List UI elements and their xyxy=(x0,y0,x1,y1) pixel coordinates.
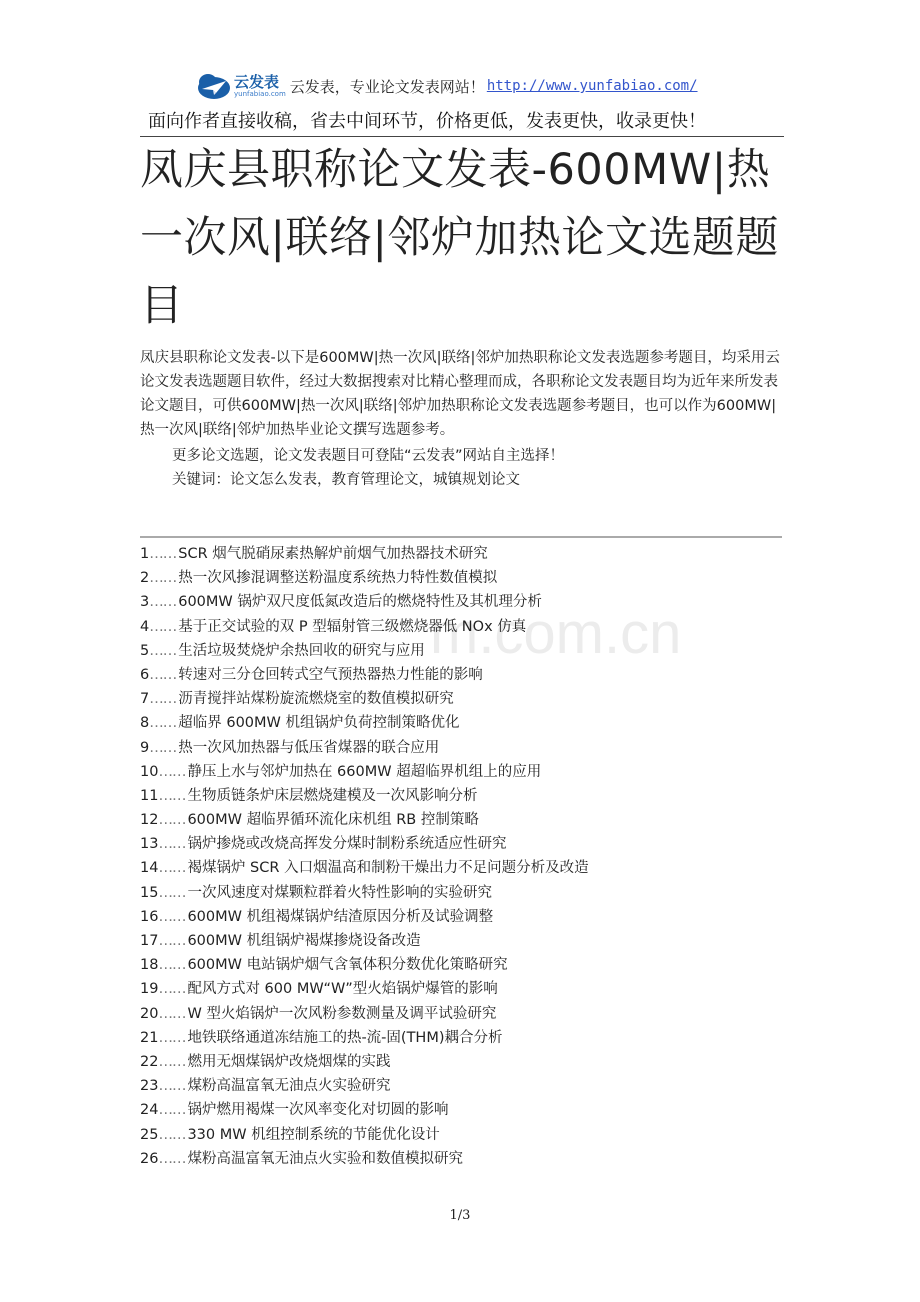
site-url-link[interactable]: http://www.yunfabiao.com/ xyxy=(486,78,698,94)
topic-item xyxy=(140,663,790,687)
topic-number: 6 xyxy=(140,666,150,683)
topic-text: 600MW 超临界循环流化床机组 RB 控制策略 xyxy=(187,812,479,829)
topic-text: 沥青搅拌站煤粉旋流燃烧室的数值模拟研究 xyxy=(178,691,454,708)
topic-item xyxy=(140,929,790,953)
topic-separator: …… xyxy=(158,763,186,780)
more-topics-note: 更多论文选题，论文发表题目可登陆“云发表”网站自主选择！ xyxy=(172,448,565,464)
topic-separator: …… xyxy=(149,715,177,732)
topic-item xyxy=(140,832,790,856)
topic-text: 燃用无烟煤锅炉改烧烟煤的实践 xyxy=(187,1053,391,1070)
topic-item xyxy=(140,1147,790,1171)
page-number: 1/3 xyxy=(449,1208,471,1223)
topic-text: 600MW 机组锅炉褐煤掺烧设备改造 xyxy=(187,933,421,949)
topic-number: 26 xyxy=(140,1150,159,1167)
topic-number: 11 xyxy=(140,787,159,804)
topic-separator: …… xyxy=(158,812,186,829)
topic-separator: …… xyxy=(158,981,186,998)
logo-text xyxy=(234,74,286,98)
site-logo[interactable] xyxy=(196,71,286,101)
topic-number: 15 xyxy=(140,884,159,901)
topic-item xyxy=(140,953,790,977)
topic-text: 超临界 600MW 机组锅炉负荷控制策略优化 xyxy=(178,715,460,732)
topic-separator: …… xyxy=(158,1126,186,1143)
topic-text: 生活垃圾焚烧炉余热回收的研究与应用 xyxy=(178,642,425,659)
topic-number: 9 xyxy=(140,739,150,756)
topic-separator: …… xyxy=(149,618,177,635)
topic-number: 16 xyxy=(140,908,159,925)
topic-number: 12 xyxy=(140,812,159,829)
topic-number: 5 xyxy=(140,642,150,659)
topic-item xyxy=(140,687,790,711)
topic-number: 2 xyxy=(140,570,150,587)
topic-item xyxy=(140,856,790,880)
topic-item xyxy=(140,1098,790,1122)
cloud-plane-icon xyxy=(196,71,232,101)
topic-separator: …… xyxy=(158,933,186,949)
topic-item xyxy=(140,542,790,566)
topic-item xyxy=(140,1074,790,1098)
topic-item xyxy=(140,615,790,639)
topic-item xyxy=(140,1002,790,1026)
topic-number: 3 xyxy=(140,594,150,611)
topic-text: 褐煤锅炉 SCR 入口烟温高和制粉干燥出力不足问题分析及改造 xyxy=(187,860,589,877)
topic-separator: …… xyxy=(158,1078,186,1095)
topic-number: 10 xyxy=(140,763,159,780)
topic-item xyxy=(140,711,790,735)
topic-separator: …… xyxy=(158,836,186,853)
topic-number: 22 xyxy=(140,1053,159,1070)
topic-separator: …… xyxy=(149,691,177,708)
topic-number: 24 xyxy=(140,1102,159,1119)
intro-paragraph: 凤庆县职称论文发表-以下是600MW|热一次风|联络|邻炉加热职称论文发表选题参考题目，均采用云论文发表选题题目软件，经过大数据搜索对比精心整理而成，各职称论文发表题目均为近年来所发表论文题目，可供600MW|热一次风|联络|邻炉加热职称论文发表选题参考题目，也可以作为600MW|热一次风|联络|邻炉加热毕业论文撰写选题参考。 xyxy=(140,350,780,438)
topic-text: 锅炉燃用褐煤一次风率变化对切圆的影响 xyxy=(187,1102,449,1119)
topic-item xyxy=(140,784,790,808)
topic-text: 基于正交试验的双 P 型辐射管三级燃烧器低 NOx 仿真 xyxy=(178,618,527,635)
topic-text: 锅炉掺烧或改烧高挥发分煤时制粉系统适应性研究 xyxy=(187,836,507,853)
topic-number: 7 xyxy=(140,691,150,708)
topic-text: 600MW 电站锅炉烟气含氧体积分数优化策略研究 xyxy=(187,957,508,974)
topic-text: 330 MW 机组控制系统的节能优化设计 xyxy=(187,1126,440,1143)
topic-separator: …… xyxy=(149,739,177,756)
topic-text: 热一次风加热器与低压省煤器的联合应用 xyxy=(178,739,440,756)
topic-text: 煤粉高温富氧无油点火实验研究 xyxy=(187,1078,391,1095)
topic-number: 17 xyxy=(140,933,159,949)
topic-number: 4 xyxy=(140,618,150,635)
topic-text: 地铁联络通道冻结施工的热-流-固(THM)耦合分析 xyxy=(187,1029,503,1046)
topic-text: 静压上水与邻炉加热在 660MW 超超临界机组上的应用 xyxy=(187,763,542,780)
topic-separator: …… xyxy=(158,1053,186,1070)
topic-text: SCR 烟气脱硝尿素热解炉前烟气加热器技术研究 xyxy=(178,546,488,562)
keywords-line: 关键词：论文怎么发表，教育管理论文，城镇规划论文 xyxy=(172,472,520,488)
topic-text: 配风方式对 600 MW“W”型火焰锅炉爆管的影响 xyxy=(187,981,498,998)
watermark: m.com.cn xyxy=(430,601,682,666)
topic-separator: …… xyxy=(149,594,177,611)
topic-number: 21 xyxy=(140,1029,159,1046)
site-subslogan: 面向作者直接收稿，省去中间环节，价格更低，发表更快，收录更快！ xyxy=(148,111,706,132)
topic-separator: …… xyxy=(158,1150,186,1167)
topic-number: 25 xyxy=(140,1126,159,1143)
topic-separator: …… xyxy=(158,1005,186,1022)
topic-separator: …… xyxy=(158,1102,186,1119)
topic-item xyxy=(140,760,790,784)
topic-text: W 型火焰锅炉一次风粉参数测量及调平试验研究 xyxy=(187,1005,497,1022)
topic-number: 14 xyxy=(140,860,159,877)
topic-number: 20 xyxy=(140,1005,159,1022)
topic-item xyxy=(140,1123,790,1147)
document-title: 凤庆县职称论文发表-600MW|热一次风|联络|邻炉加热论文选题题目 xyxy=(140,145,779,331)
topic-item xyxy=(140,808,790,832)
topic-number: 13 xyxy=(140,836,159,853)
topic-item xyxy=(140,881,790,905)
topic-separator: …… xyxy=(149,546,177,562)
topic-number: 18 xyxy=(140,957,159,974)
list-divider xyxy=(140,536,782,538)
topic-number: 1 xyxy=(140,546,150,562)
topic-item xyxy=(140,736,790,760)
topic-separator: …… xyxy=(158,1029,186,1046)
topic-separator: …… xyxy=(158,860,186,877)
header-top-row xyxy=(140,66,784,106)
topic-list xyxy=(140,542,790,1171)
topic-separator: …… xyxy=(149,666,177,683)
topic-item xyxy=(140,1050,790,1074)
topic-text: 转速对三分仓回转式空气预热器热力性能的影响 xyxy=(178,666,483,683)
topic-number: 23 xyxy=(140,1078,159,1095)
topic-separator: …… xyxy=(149,570,177,587)
topic-separator: …… xyxy=(158,908,186,925)
topic-text: 600MW 锅炉双尺度低氮改造后的燃烧特性及其机理分析 xyxy=(178,594,542,611)
topic-item xyxy=(140,566,790,590)
site-slogan: 云发表，专业论文发表网站！ xyxy=(289,77,485,96)
logo-name: 云发表 xyxy=(234,73,280,91)
topic-text: 生物质链条炉床层燃烧建模及一次风影响分析 xyxy=(187,787,478,804)
topic-text: 热一次风掺混调整送粉温度系统热力特性数值模拟 xyxy=(178,570,498,587)
topic-text: 一次风速度对煤颗粒群着火特性影响的实验研究 xyxy=(187,884,492,901)
topic-text: 煤粉高温富氧无油点火实验和数值模拟研究 xyxy=(187,1150,463,1167)
topic-number: 8 xyxy=(140,715,150,732)
topic-separator: …… xyxy=(158,957,186,974)
page-header xyxy=(140,66,784,137)
topic-separator: …… xyxy=(158,884,186,901)
topic-item xyxy=(140,590,790,614)
topic-number: 19 xyxy=(140,981,159,998)
topic-item xyxy=(140,639,790,663)
topic-item xyxy=(140,977,790,1001)
logo-domain: yunfabiao.com xyxy=(234,90,286,98)
topic-item xyxy=(140,905,790,929)
topic-text: 600MW 机组褐煤锅炉结渣原因分析及试验调整 xyxy=(187,908,494,925)
topic-separator: …… xyxy=(149,642,177,659)
topic-separator: …… xyxy=(158,787,186,804)
topic-item xyxy=(140,1026,790,1050)
